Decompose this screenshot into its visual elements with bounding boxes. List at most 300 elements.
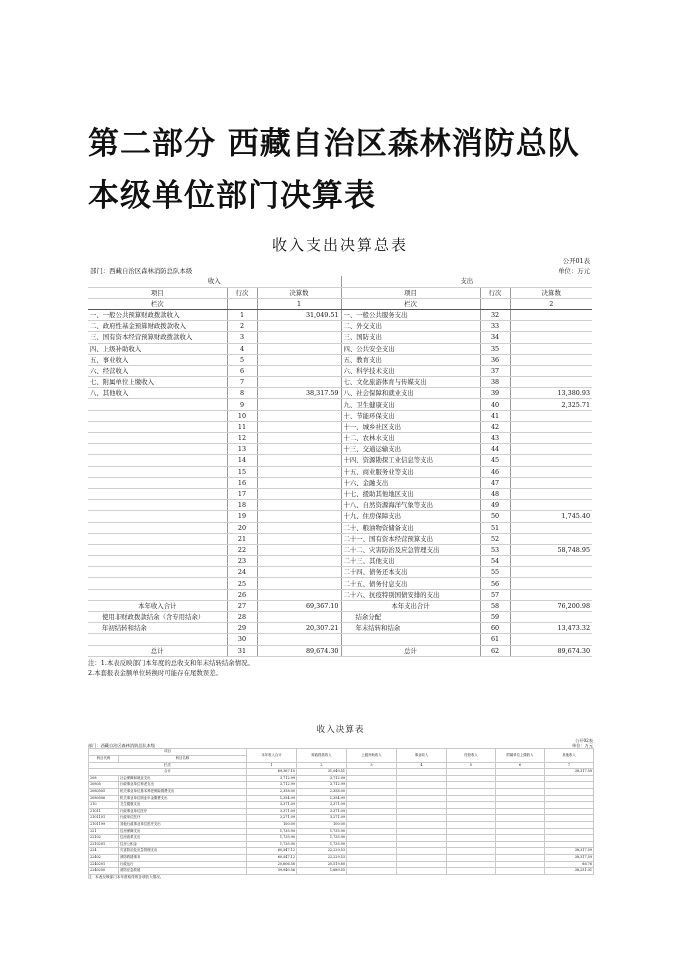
amount-cell bbox=[347, 788, 397, 795]
amount-cell bbox=[545, 775, 594, 782]
amount-cell bbox=[447, 828, 496, 835]
income-line-number: 10 bbox=[227, 410, 257, 421]
amount-cell bbox=[347, 815, 397, 822]
header-item: 项目 bbox=[89, 749, 247, 756]
table-row bbox=[88, 399, 592, 410]
total-cell bbox=[347, 769, 397, 776]
amount-cell: 3,371.09 bbox=[247, 802, 297, 809]
expense-line-number: 47 bbox=[480, 477, 510, 488]
expense-item: 三、国防支出 bbox=[341, 332, 480, 343]
amount-cell bbox=[397, 861, 447, 868]
income-line-number: 18 bbox=[227, 500, 257, 511]
table-row bbox=[89, 815, 594, 822]
expense-item: 二十、粮油物资储备支出 bbox=[341, 522, 480, 533]
amount-cell: 22,229.53 bbox=[297, 848, 347, 855]
table-row bbox=[89, 788, 594, 795]
column-number: 2 bbox=[297, 762, 347, 769]
table-row bbox=[88, 533, 592, 544]
expense-item: 十九、住房保障支出 bbox=[341, 511, 480, 522]
expense-amount: 89,674.30 bbox=[510, 645, 592, 656]
income-line-number: 7 bbox=[227, 377, 257, 388]
expense-line-number: 58 bbox=[480, 600, 510, 611]
expense-line-number: 60 bbox=[480, 623, 510, 634]
department-label: 部门：西藏自治区森林消防总队本级 bbox=[88, 743, 156, 749]
expense-amount bbox=[510, 556, 592, 567]
header-amount: 决算数 bbox=[257, 287, 341, 298]
amount-cell bbox=[447, 841, 496, 848]
expense-item: 年末结转和结余 bbox=[341, 623, 480, 634]
income-item: 本年收入合计 bbox=[88, 600, 227, 611]
amount-cell bbox=[397, 782, 447, 789]
amount-cell bbox=[545, 795, 594, 802]
income-item: 七、附属单位上缴收入 bbox=[88, 377, 227, 388]
expense-amount: 58,748.95 bbox=[510, 544, 592, 555]
amount-cell: 38,317.59 bbox=[545, 854, 594, 861]
income-line-number: 19 bbox=[227, 511, 257, 522]
account-name: 行政运行 bbox=[119, 861, 247, 868]
amount-cell: 3,271.09 bbox=[247, 815, 297, 822]
amount-cell bbox=[397, 854, 447, 861]
expense-line-number: 36 bbox=[480, 354, 510, 365]
expense-item: 七、文化旅游体育与传媒支出 bbox=[341, 377, 480, 388]
table-code: 公开02表 bbox=[575, 738, 593, 743]
table-title: 收入支出决算总表 bbox=[271, 236, 408, 254]
income-line-number: 8 bbox=[227, 388, 257, 399]
expense-item: 八、社会保障和就业支出 bbox=[341, 388, 480, 399]
expense-item: 总计 bbox=[341, 645, 480, 656]
header-code: 科目代码 bbox=[89, 756, 119, 763]
account-name: 消防救援事务 bbox=[119, 854, 247, 861]
header-column: 栏次 bbox=[89, 762, 247, 769]
expense-line-number: 46 bbox=[480, 466, 510, 477]
amount-cell bbox=[397, 808, 447, 815]
column-number: 3 bbox=[347, 762, 397, 769]
income-item bbox=[88, 477, 227, 488]
income-amount bbox=[257, 354, 341, 365]
expense-amount bbox=[510, 578, 592, 589]
amount-cell bbox=[397, 841, 447, 848]
expense-amount: 13,473.32 bbox=[510, 623, 592, 634]
amount-cell: 20,606.56 bbox=[247, 861, 297, 868]
income-amount bbox=[257, 421, 341, 432]
expense-amount bbox=[510, 444, 592, 455]
expense-amount: 2,325.71 bbox=[510, 399, 592, 410]
amount-cell bbox=[545, 808, 594, 815]
income-item bbox=[88, 455, 227, 466]
expense-line-number: 44 bbox=[480, 444, 510, 455]
amount-cell bbox=[347, 802, 397, 809]
income-item bbox=[88, 488, 227, 499]
income-line-number: 2 bbox=[227, 321, 257, 332]
account-name: 住房保障支出 bbox=[119, 828, 247, 835]
account-name: 行政事业单位医疗 bbox=[119, 808, 247, 815]
expense-item: 十八、自然资源海洋气象等支出 bbox=[341, 500, 480, 511]
expense-amount bbox=[510, 488, 592, 499]
column-header: 事业收入 bbox=[397, 749, 447, 762]
income-item bbox=[88, 567, 227, 578]
income-line-number: 13 bbox=[227, 444, 257, 455]
expense-amount bbox=[510, 309, 592, 320]
table-row bbox=[88, 600, 592, 611]
column-number: 7 bbox=[545, 762, 594, 769]
amount-cell: 39,940.56 bbox=[247, 868, 297, 875]
income-expense-summary-table bbox=[88, 234, 592, 678]
account-code: 2240201 bbox=[89, 861, 119, 868]
column-header: 其他收入 bbox=[545, 749, 594, 762]
amount-cell bbox=[347, 835, 397, 842]
total-cell bbox=[447, 769, 496, 776]
income-item bbox=[88, 433, 227, 444]
income-line-number: 9 bbox=[227, 399, 257, 410]
expense-amount bbox=[510, 533, 592, 544]
income-item bbox=[88, 421, 227, 432]
income-item: 五、事业收入 bbox=[88, 354, 227, 365]
amount-cell bbox=[545, 782, 594, 789]
income-item bbox=[88, 556, 227, 567]
expense-item: 十四、资源勘探工业信息等支出 bbox=[341, 455, 480, 466]
income-line-number: 28 bbox=[227, 612, 257, 623]
amount-cell bbox=[496, 868, 545, 875]
income-line-number: 29 bbox=[227, 623, 257, 634]
table-row bbox=[88, 477, 592, 488]
table-code: 公开01表 bbox=[562, 257, 591, 266]
income-line-number: 6 bbox=[227, 365, 257, 376]
income-line-number: 16 bbox=[227, 477, 257, 488]
income-line-number: 15 bbox=[227, 466, 257, 477]
income-amount bbox=[257, 343, 341, 354]
amount-cell: 1,735.90 bbox=[247, 835, 297, 842]
expense-amount bbox=[510, 500, 592, 511]
amount-cell bbox=[447, 782, 496, 789]
amount-cell: 3,371.09 bbox=[297, 808, 347, 815]
expense-item: 十二、农林水支出 bbox=[341, 433, 480, 444]
amount-cell: 1,735.90 bbox=[297, 828, 347, 835]
expense-item: 十五、商业服务业等支出 bbox=[341, 466, 480, 477]
expense-amount bbox=[510, 634, 592, 645]
amount-cell bbox=[347, 848, 397, 855]
expense-amount bbox=[510, 343, 592, 354]
income-amount bbox=[257, 321, 341, 332]
amount-cell bbox=[347, 828, 397, 835]
note-line: 2.本套报表金额单位转换时可能存在尾数误差。 bbox=[88, 668, 222, 677]
table-row bbox=[89, 775, 594, 782]
income-line-number: 23 bbox=[227, 556, 257, 567]
income-line-number: 11 bbox=[227, 421, 257, 432]
income-line-number: 20 bbox=[227, 522, 257, 533]
amount-cell bbox=[496, 835, 545, 842]
income-amount bbox=[257, 455, 341, 466]
expense-item: 二十五、债务付息支出 bbox=[341, 578, 480, 589]
expense-item: 九、卫生健康支出 bbox=[341, 399, 480, 410]
income-amount: 69,367.10 bbox=[257, 600, 341, 611]
amount-cell bbox=[447, 835, 496, 842]
table-row bbox=[88, 332, 592, 343]
income-item bbox=[88, 522, 227, 533]
amount-cell: 22,229.53 bbox=[297, 854, 347, 861]
income-item bbox=[88, 544, 227, 555]
column-number: 1 bbox=[257, 298, 341, 309]
amount-cell bbox=[397, 802, 447, 809]
amount-cell: 2,358.00 bbox=[247, 788, 297, 795]
column-header: 财政拨款收入 bbox=[297, 749, 347, 762]
income-item bbox=[88, 634, 227, 645]
expense-item: 二十二、灾害防治及应急管理支出 bbox=[341, 544, 480, 555]
amount-cell bbox=[496, 802, 545, 809]
amount-cell: 38,317.59 bbox=[545, 848, 594, 855]
column-number: 1 bbox=[247, 762, 297, 769]
table-title: 收入决算表 bbox=[316, 725, 365, 735]
expense-line-number: 42 bbox=[480, 421, 510, 432]
income-amount bbox=[257, 533, 341, 544]
expense-item: 十三、交通运输支出 bbox=[341, 444, 480, 455]
expense-line-number: 48 bbox=[480, 488, 510, 499]
expense-amount bbox=[510, 433, 592, 444]
expense-amount: 76,200.98 bbox=[510, 600, 592, 611]
amount-cell: 60,547.12 bbox=[247, 854, 297, 861]
income-table bbox=[88, 722, 593, 880]
income-item: 使用非财政拨款结余（含专用结余） bbox=[88, 612, 227, 623]
table-row bbox=[89, 808, 594, 815]
expense-item: 一、一般公共服务支出 bbox=[341, 309, 480, 320]
expense-item: 二十一、国有资本经营预算支出 bbox=[341, 533, 480, 544]
account-name: 社会保障和就业支出 bbox=[119, 775, 247, 782]
unit-label: 单位：万元 bbox=[558, 267, 591, 276]
income-item bbox=[88, 466, 227, 477]
amount-cell bbox=[496, 854, 545, 861]
expense-amount bbox=[510, 421, 592, 432]
expense-item: 二十四、债务还本支出 bbox=[341, 567, 480, 578]
amount-cell: 1,735.90 bbox=[297, 835, 347, 842]
total-cell bbox=[496, 769, 545, 776]
account-name: 消防应急救援 bbox=[119, 868, 247, 875]
income-amount bbox=[257, 410, 341, 421]
amount-cell: 1,689.55 bbox=[297, 868, 347, 875]
amount-cell: 3,712.99 bbox=[247, 775, 297, 782]
amount-cell: 60,547.12 bbox=[247, 848, 297, 855]
expense-item: 六、科学技术支出 bbox=[341, 365, 480, 376]
amount-cell bbox=[496, 775, 545, 782]
header-amount: 决算数 bbox=[510, 287, 592, 298]
income-amount bbox=[257, 522, 341, 533]
income-amount bbox=[257, 488, 341, 499]
expense-item: 本年支出合计 bbox=[341, 600, 480, 611]
expense-item: 十、节能环保支出 bbox=[341, 410, 480, 421]
expense-line-number: 55 bbox=[480, 567, 510, 578]
amount-cell: 1,735.90 bbox=[247, 841, 297, 848]
note-line: 注：1.本表反映部门本年度的总收支和年末结转结余情况。 bbox=[88, 658, 254, 667]
amount-cell bbox=[347, 861, 397, 868]
expense-amount bbox=[510, 477, 592, 488]
amount-cell: 3,371.09 bbox=[247, 808, 297, 815]
amount-cell bbox=[397, 788, 447, 795]
amount-cell: 1,735.90 bbox=[247, 828, 297, 835]
amount-cell: 2,358.00 bbox=[297, 788, 347, 795]
account-code: 2101101 bbox=[89, 815, 119, 822]
summary-grid bbox=[88, 256, 592, 657]
expense-line-number: 35 bbox=[480, 343, 510, 354]
column-number: 2 bbox=[510, 298, 592, 309]
income-item: 八、其他收入 bbox=[88, 388, 227, 399]
amount-cell bbox=[447, 868, 496, 875]
income-amount: 89,674.30 bbox=[257, 645, 341, 656]
account-code: 20805 bbox=[89, 782, 119, 789]
account-name: 住房改革支出 bbox=[119, 835, 247, 842]
income-line-number: 5 bbox=[227, 354, 257, 365]
column-number: 5 bbox=[447, 762, 496, 769]
account-name: 行政单位医疗 bbox=[119, 815, 247, 822]
account-code: 21011 bbox=[89, 808, 119, 815]
expense-line-number: 34 bbox=[480, 332, 510, 343]
amount-cell bbox=[447, 775, 496, 782]
table-row bbox=[88, 309, 592, 320]
expense-amount bbox=[510, 332, 592, 343]
income-line-number: 21 bbox=[227, 533, 257, 544]
amount-cell: 100.00 bbox=[297, 821, 347, 828]
header-column: 栏次 bbox=[341, 298, 480, 309]
expense-line-number: 52 bbox=[480, 533, 510, 544]
column-header: 经营收入 bbox=[447, 749, 496, 762]
expense-amount bbox=[510, 522, 592, 533]
expense-item: 二、外交支出 bbox=[341, 321, 480, 332]
amount-cell: 1,735.90 bbox=[297, 841, 347, 848]
table-row bbox=[88, 410, 592, 421]
table-row bbox=[89, 835, 594, 842]
header-name: 科目名称 bbox=[119, 756, 247, 763]
expense-line-number: 38 bbox=[480, 377, 510, 388]
income-amount bbox=[257, 567, 341, 578]
income-amount bbox=[257, 332, 341, 343]
amount-cell: 38,251.01 bbox=[545, 868, 594, 875]
table-row bbox=[89, 828, 594, 835]
table-row bbox=[88, 645, 592, 656]
expense-amount bbox=[510, 410, 592, 421]
income-amount bbox=[257, 444, 341, 455]
amount-cell bbox=[496, 808, 545, 815]
amount-cell bbox=[496, 815, 545, 822]
income-item bbox=[88, 410, 227, 421]
unit-label: 单位：万元 bbox=[572, 743, 593, 749]
income-item bbox=[88, 533, 227, 544]
header-item: 项目 bbox=[88, 287, 227, 298]
summary-rows bbox=[88, 309, 592, 656]
income-line-number: 31 bbox=[227, 645, 257, 656]
total-cell: 31,049.51 bbox=[297, 769, 347, 776]
income-item: 四、上级补助收入 bbox=[88, 343, 227, 354]
account-code: 2210201 bbox=[89, 841, 119, 848]
amount-cell: 1,354.99 bbox=[297, 795, 347, 802]
account-name: 灾害防治及应急管理支出 bbox=[119, 848, 247, 855]
account-code: 22102 bbox=[89, 835, 119, 842]
income-item: 总计 bbox=[88, 645, 227, 656]
income-amount: 38,317.59 bbox=[257, 388, 341, 399]
amount-cell bbox=[545, 815, 594, 822]
expense-amount bbox=[510, 455, 592, 466]
income-amount: 31,049.51 bbox=[257, 309, 341, 320]
total-cell: 69,367.10 bbox=[247, 769, 297, 776]
income-amount bbox=[257, 544, 341, 555]
income-item: 三、国有资本经营预算财政拨款收入 bbox=[88, 332, 227, 343]
account-code: 221 bbox=[89, 828, 119, 835]
table-row bbox=[88, 589, 592, 600]
expense-amount bbox=[510, 377, 592, 388]
table-row bbox=[88, 578, 592, 589]
income-amount bbox=[257, 589, 341, 600]
income-item bbox=[88, 399, 227, 410]
column-number: 4 bbox=[397, 762, 447, 769]
amount-cell bbox=[496, 828, 545, 835]
expense-line-number: 62 bbox=[480, 645, 510, 656]
table-row bbox=[88, 544, 592, 555]
income-line-number: 17 bbox=[227, 488, 257, 499]
account-name: 机关事业单位职业年金缴费支出 bbox=[119, 795, 247, 802]
total-cell bbox=[397, 769, 447, 776]
income-amount bbox=[257, 399, 341, 410]
income-line-number: 24 bbox=[227, 567, 257, 578]
account-code: 208 bbox=[89, 775, 119, 782]
income-line-number: 30 bbox=[227, 634, 257, 645]
amount-cell bbox=[397, 795, 447, 802]
income-item bbox=[88, 500, 227, 511]
amount-cell bbox=[447, 802, 496, 809]
table-row bbox=[88, 500, 592, 511]
income-amount bbox=[257, 612, 341, 623]
table-row bbox=[88, 634, 592, 645]
amount-cell: 100.00 bbox=[247, 821, 297, 828]
amount-cell bbox=[347, 821, 397, 828]
income-line-number: 3 bbox=[227, 332, 257, 343]
amount-cell bbox=[545, 828, 594, 835]
table-row bbox=[89, 795, 594, 802]
header-column: 栏次 bbox=[88, 298, 227, 309]
expense-line-number: 57 bbox=[480, 589, 510, 600]
header-item: 项目 bbox=[341, 287, 480, 298]
page-heading: 第二部分 西藏自治区森林消防总队本级单位部门决算表 bbox=[88, 126, 580, 214]
amount-cell: 3,371.09 bbox=[297, 802, 347, 809]
income-item bbox=[88, 578, 227, 589]
table-row bbox=[88, 466, 592, 477]
table-row bbox=[88, 567, 592, 578]
income-item: 年初结转和结余 bbox=[88, 623, 227, 634]
income-item: 一、一般公共预算财政拨款收入 bbox=[88, 309, 227, 320]
total-cell: 38,317.59 bbox=[545, 769, 594, 776]
amount-cell: 3,712.99 bbox=[247, 782, 297, 789]
income-header: 收入 bbox=[88, 276, 341, 287]
expense-line-number: 39 bbox=[480, 388, 510, 399]
expense-item bbox=[341, 634, 480, 645]
expense-item: 二十三、其他支出 bbox=[341, 556, 480, 567]
expense-amount bbox=[510, 466, 592, 477]
table-row bbox=[89, 802, 594, 809]
expense-line-number: 54 bbox=[480, 556, 510, 567]
income-amount bbox=[257, 556, 341, 567]
table-row bbox=[89, 841, 594, 848]
expense-line-number: 37 bbox=[480, 365, 510, 376]
table-row bbox=[88, 377, 592, 388]
account-name: 其他行政事业单位医疗支出 bbox=[119, 821, 247, 828]
table-row bbox=[88, 321, 592, 332]
expense-line-number: 40 bbox=[480, 399, 510, 410]
amount-cell bbox=[397, 828, 447, 835]
expense-line-number: 33 bbox=[480, 321, 510, 332]
department-label: 部门：西藏自治区森林消防总队本级 bbox=[90, 267, 193, 276]
amount-cell bbox=[397, 815, 447, 822]
income-amount bbox=[257, 634, 341, 645]
income-line-number: 27 bbox=[227, 600, 257, 611]
table-row bbox=[88, 421, 592, 432]
expense-header: 支出 bbox=[341, 276, 592, 287]
amount-cell bbox=[496, 795, 545, 802]
amount-cell: 20,519.80 bbox=[297, 861, 347, 868]
